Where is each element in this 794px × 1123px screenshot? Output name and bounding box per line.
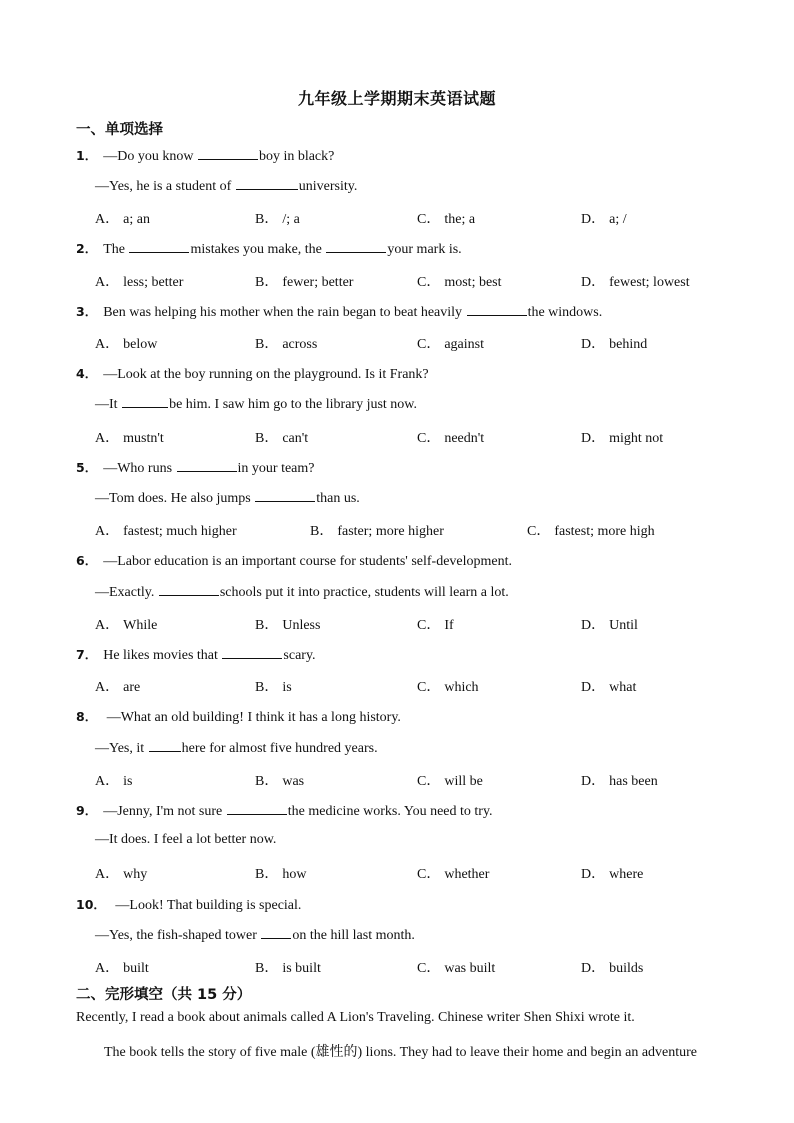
option-letter: D．	[581, 961, 606, 976]
option-a[interactable]	[95, 863, 147, 883]
answer-blank	[236, 177, 298, 190]
option-d[interactable]	[581, 208, 627, 228]
question-6-reply: —Exactly. schools put it into practice, students will learn a lot.	[95, 585, 509, 600]
option-d[interactable]	[581, 614, 638, 634]
option-text: /; a	[282, 212, 300, 227]
question-4-options	[95, 427, 735, 445]
option-letter: D．	[581, 774, 606, 789]
option-text: can't	[282, 431, 309, 446]
question-8-options	[95, 770, 735, 788]
option-a[interactable]	[95, 614, 157, 634]
option-a[interactable]	[95, 957, 149, 977]
option-c[interactable]	[417, 427, 484, 447]
option-d[interactable]	[581, 957, 643, 977]
question-number: 7．	[76, 647, 98, 662]
section-heading-cloze: 二、完形填空（共 15 分）	[76, 987, 252, 1003]
option-letter: B．	[255, 337, 279, 352]
option-letter: A．	[95, 867, 120, 882]
answer-blank	[227, 802, 287, 815]
option-letter: C．	[417, 618, 441, 633]
option-c[interactable]	[417, 208, 475, 228]
option-a[interactable]	[95, 520, 237, 540]
option-letter: B．	[255, 774, 279, 789]
question-10: 10． —Look! That building is special.	[76, 897, 302, 913]
question-number: 10．	[76, 897, 106, 912]
option-text: is	[123, 774, 133, 789]
answer-blank	[198, 147, 258, 160]
question-9-options	[95, 863, 735, 881]
question-number: 6．	[76, 553, 98, 568]
option-d[interactable]	[581, 676, 636, 696]
option-b[interactable]	[255, 863, 306, 883]
question-5-reply: —Tom does. He also jumps than us.	[95, 491, 360, 506]
option-d[interactable]	[581, 770, 658, 790]
option-letter: C．	[417, 961, 441, 976]
option-letter: D．	[581, 680, 606, 695]
option-letter: A．	[95, 337, 120, 352]
option-letter: D．	[581, 275, 606, 290]
option-c[interactable]	[527, 520, 655, 540]
option-text: the; a	[444, 212, 476, 227]
option-text: below	[123, 337, 158, 352]
question-9-reply: —It does. I feel a lot better now.	[95, 832, 277, 847]
option-letter: B．	[255, 961, 279, 976]
option-letter: C．	[527, 524, 551, 539]
option-text: built	[123, 961, 149, 976]
question-number: 8．	[76, 709, 98, 724]
question-1-reply: —Yes, he is a student of university.	[95, 179, 358, 194]
option-letter: A．	[95, 524, 120, 539]
option-letter: A．	[95, 618, 120, 633]
option-text: needn't	[444, 431, 485, 446]
option-letter: B．	[255, 680, 279, 695]
option-text: Unless	[282, 618, 321, 633]
option-text: less; better	[123, 275, 184, 290]
question-7: 7． He likes movies that scary.	[76, 647, 316, 663]
passage-line-1: Recently, I read a book about animals called A Lion's Traveling. Chinese writer Shen Shixi wrote it.	[76, 1010, 635, 1025]
option-b[interactable]	[255, 271, 353, 291]
option-text: was	[282, 774, 305, 789]
option-text: is	[282, 680, 292, 695]
page-title: 九年级上学期期末英语试题	[297, 89, 496, 108]
option-d[interactable]	[581, 271, 690, 291]
option-c[interactable]	[417, 333, 484, 353]
question-number: 1．	[76, 148, 98, 163]
option-letter: C．	[417, 337, 441, 352]
answer-blank	[255, 489, 315, 502]
option-letter: D．	[581, 867, 606, 882]
question-1-options	[95, 208, 735, 226]
option-text: most; best	[444, 275, 502, 290]
question-8: 8． —What an old building! I think it has a long history.	[76, 709, 401, 725]
option-text: whether	[444, 867, 490, 882]
option-text: fastest; more high	[554, 524, 655, 539]
option-letter: D．	[581, 431, 606, 446]
answer-blank	[177, 459, 237, 472]
option-letter: B．	[310, 524, 334, 539]
option-letter: B．	[255, 275, 279, 290]
question-5: 5． —Who runs in your team?	[76, 460, 315, 476]
option-a[interactable]	[95, 676, 140, 696]
option-text: how	[282, 867, 307, 882]
question-3: 3． Ben was helping his mother when the rain began to beat heavily the windows.	[76, 304, 603, 320]
option-letter: A．	[95, 275, 120, 290]
option-text: fewest; lowest	[609, 275, 690, 290]
option-letter: C．	[417, 680, 441, 695]
answer-blank	[261, 926, 291, 939]
option-text: why	[123, 867, 148, 882]
option-text: If	[444, 618, 454, 633]
question-3-options	[95, 333, 735, 351]
option-text: is built	[282, 961, 321, 976]
option-text: are	[123, 680, 141, 695]
question-4-reply: —It be him. I saw him go to the library just now.	[95, 397, 418, 412]
option-letter: B．	[255, 431, 279, 446]
option-b[interactable]	[255, 333, 317, 353]
option-c[interactable]	[417, 770, 483, 790]
option-letter: C．	[417, 275, 441, 290]
answer-blank	[326, 240, 386, 253]
option-text: a; /	[609, 212, 627, 227]
option-c[interactable]	[417, 863, 489, 883]
option-b[interactable]	[255, 427, 308, 447]
option-c[interactable]	[417, 614, 454, 634]
question-2-options	[95, 271, 735, 289]
option-text: across	[282, 337, 318, 352]
section-heading-multiple-choice: 一、单项选择	[76, 122, 163, 138]
question-10-reply: —Yes, the fish-shaped tower on the hill last month.	[95, 928, 415, 943]
option-text: While	[123, 618, 158, 633]
option-text: has been	[609, 774, 658, 789]
option-letter: A．	[95, 774, 120, 789]
answer-blank	[129, 240, 189, 253]
option-text: which	[444, 680, 479, 695]
option-letter: A．	[95, 680, 120, 695]
question-1: 1． —Do you know boy in black?	[76, 148, 335, 164]
option-b[interactable]	[255, 957, 321, 977]
option-a[interactable]	[95, 271, 183, 291]
question-10-options	[95, 957, 735, 975]
option-c[interactable]	[417, 676, 479, 696]
option-b[interactable]	[310, 520, 444, 540]
option-a[interactable]	[95, 208, 150, 228]
option-letter: B．	[255, 212, 279, 227]
option-letter: B．	[255, 618, 279, 633]
option-text: will be	[444, 774, 483, 789]
answer-blank	[149, 739, 181, 752]
option-d[interactable]	[581, 863, 643, 883]
option-letter: A．	[95, 212, 120, 227]
option-text: mustn't	[123, 431, 164, 446]
option-letter: B．	[255, 867, 279, 882]
option-letter: C．	[417, 431, 441, 446]
answer-blank	[122, 395, 168, 408]
question-7-options	[95, 676, 735, 694]
option-text: behind	[609, 337, 648, 352]
question-number: 2．	[76, 241, 98, 256]
question-number: 3．	[76, 304, 98, 319]
option-letter: D．	[581, 618, 606, 633]
option-text: fastest; much higher	[123, 524, 237, 539]
option-letter: A．	[95, 961, 120, 976]
option-a[interactable]	[95, 427, 164, 447]
question-8-reply: —Yes, it here for almost five hundred years.	[95, 741, 378, 756]
question-5-options	[95, 520, 735, 538]
answer-blank	[159, 583, 219, 596]
option-letter: D．	[581, 212, 606, 227]
question-6: 6． —Labor education is an important course for students' self-development.	[76, 553, 512, 569]
option-text: where	[609, 867, 644, 882]
option-letter: D．	[581, 337, 606, 352]
question-6-options	[95, 614, 735, 632]
option-b[interactable]	[255, 770, 304, 790]
question-9: 9． —Jenny, I'm not sure the medicine works. You need to try.	[76, 803, 493, 819]
option-text: Until	[609, 618, 638, 633]
question-2: 2． The mistakes you make, the your mark is.	[76, 241, 462, 257]
option-text: against	[444, 337, 484, 352]
option-text: might not	[609, 431, 664, 446]
question-4: 4． —Look at the boy running on the playground. Is it Frank?	[76, 366, 429, 382]
option-text: faster; more higher	[337, 524, 444, 539]
option-b[interactable]	[255, 208, 300, 228]
option-text: fewer; better	[282, 275, 354, 290]
option-letter: C．	[417, 867, 441, 882]
answer-blank	[467, 303, 527, 316]
answer-blank	[222, 646, 282, 659]
option-b[interactable]	[255, 614, 320, 634]
passage-line-2: The book tells the story of five male (雄性的) lions. They had to leave their home and begin an adventure	[104, 1045, 698, 1060]
option-text: was built	[444, 961, 496, 976]
question-number: 9．	[76, 803, 98, 818]
option-a[interactable]	[95, 770, 132, 790]
option-text: what	[609, 680, 637, 695]
option-b[interactable]	[255, 676, 292, 696]
option-letter: A．	[95, 431, 120, 446]
question-number: 4．	[76, 366, 98, 381]
option-text: builds	[609, 961, 644, 976]
question-number: 5．	[76, 460, 98, 475]
option-c[interactable]	[417, 271, 502, 291]
option-d[interactable]	[581, 333, 647, 353]
option-d[interactable]	[581, 427, 663, 447]
option-c[interactable]	[417, 957, 495, 977]
option-letter: C．	[417, 774, 441, 789]
option-text: a; an	[123, 212, 150, 227]
option-a[interactable]	[95, 333, 157, 353]
option-letter: C．	[417, 212, 441, 227]
